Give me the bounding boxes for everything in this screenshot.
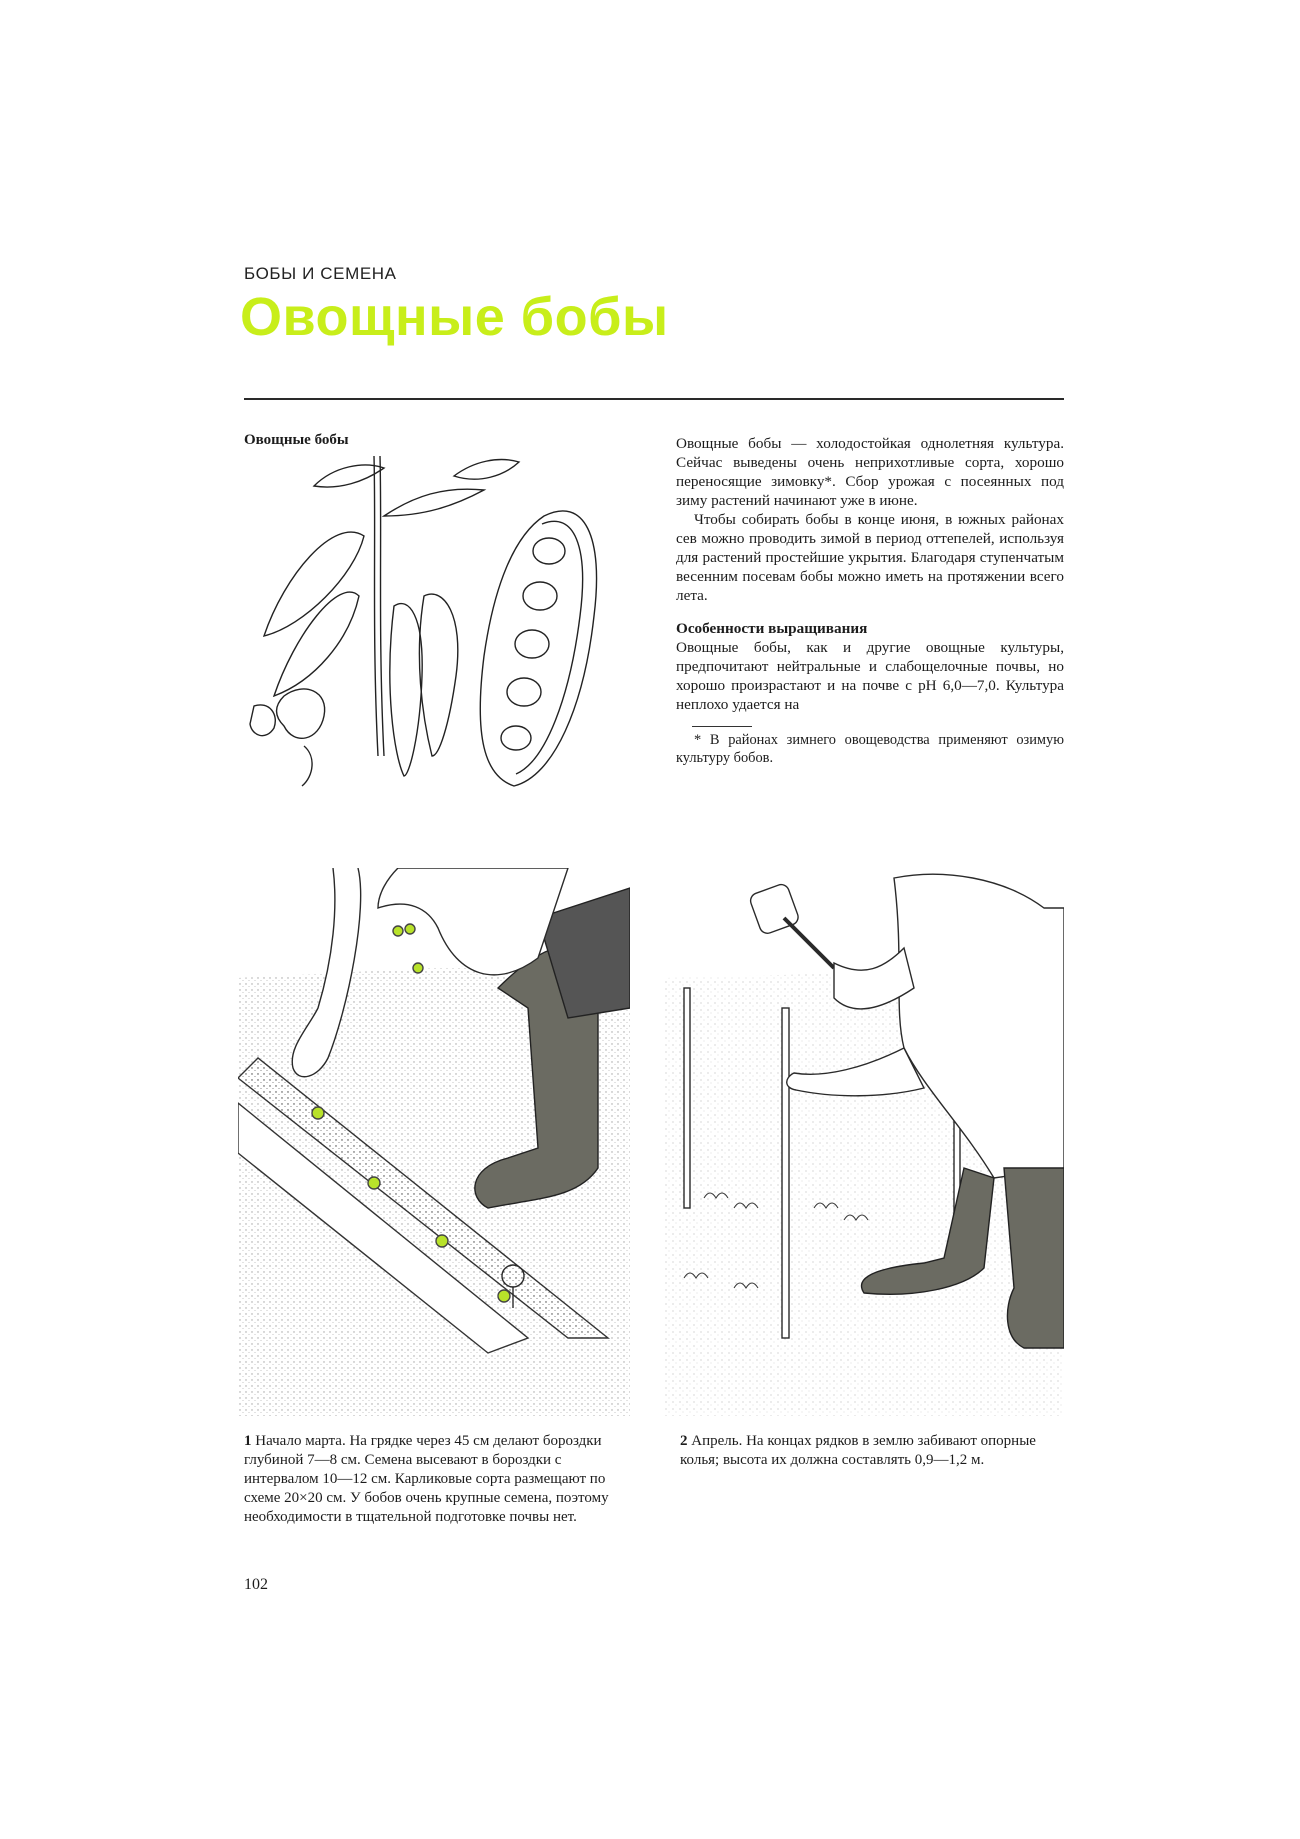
footnote-divider	[692, 726, 752, 727]
staking-illustration	[664, 868, 1064, 1416]
step-2-caption	[680, 1432, 1050, 1470]
page-number: 102	[244, 1576, 268, 1593]
growing-subheading: Особенности выращивания	[676, 620, 868, 637]
soil-paragraph: Овощные бобы, как и другие овощные культуры, предпочитают нейтральные и слабощелочные почвы, но хорошо произрастают и на почве с pH 6,0—7,0. Культура неплохо удается на	[676, 639, 1064, 713]
step-1-caption	[244, 1432, 632, 1527]
sowing-paragraph: Чтобы собирать бобы в конце июня, в южных районах сев можно проводить зимой в период оттепелей, используя для растений простейшие укрытия. Благодаря ступенчатым весенним посевам бобы можно иметь на протяжении всего лета.	[676, 511, 1064, 604]
sowing-illustration	[238, 868, 630, 1416]
step-1-number: 1	[244, 1433, 252, 1449]
bean-plant-illustration	[244, 456, 644, 826]
body-text-column	[676, 434, 1064, 767]
footnote: * В районах зимнего овощеводства применяют озимую культуру бобов.	[676, 732, 1064, 766]
section-label: БОБЫ И СЕМЕНА	[244, 264, 397, 283]
step-1-text: Начало марта. На грядке через 45 см делают бороздки глубиной 7—8 см. Семена высевают в бороздки с интервалом 10—12 см. Карликовые сорта размещают по схеме 20×20 см. У бобов очень крупные семена, поэтому необходимости в тщательной подготовке почвы нет.	[244, 1433, 609, 1525]
title-divider	[244, 398, 1064, 400]
intro-paragraph: Овощные бобы — холодостойкая однолетняя культура. Сейчас выведены очень неприхотливые сорта, хорошо переносящие зимовку*. Сбор урожая с посеянных под зиму растений начинают уже в июне.	[676, 435, 1064, 509]
figure-caption: Овощные бобы	[244, 432, 349, 448]
step-2-text: Апрель. На концах рядков в землю забивают опорные колья; высота их должна составлять 0,9—1,2 м.	[680, 1433, 1036, 1468]
page-title: Овощные бобы	[240, 287, 669, 347]
step-2-number: 2	[680, 1433, 688, 1449]
